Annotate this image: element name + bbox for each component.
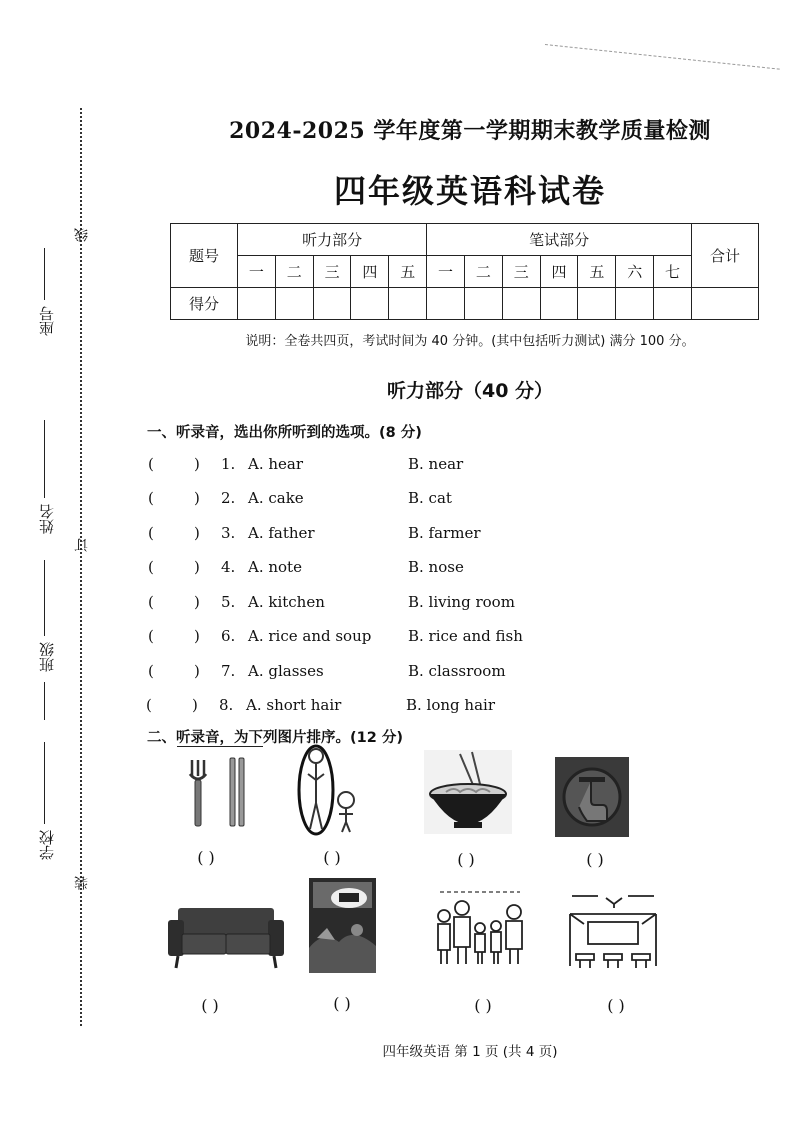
score-cell[interactable] bbox=[238, 288, 276, 320]
answer-paren-left[interactable]: ( bbox=[148, 593, 154, 611]
picture-answer-3[interactable]: ( ) bbox=[457, 850, 475, 869]
listening-col-2: 二 bbox=[275, 256, 313, 288]
score-cell[interactable] bbox=[427, 288, 465, 320]
answer-paren-right: ) bbox=[194, 627, 200, 645]
score-row-label: 得分 bbox=[171, 288, 238, 320]
writing-header: 笔试部分 bbox=[427, 224, 692, 256]
option-a: A. rice and soup bbox=[248, 627, 372, 645]
binding-mark-zhuang: 装 bbox=[74, 876, 90, 890]
question-number-header: 题号 bbox=[171, 224, 238, 288]
writing-col-2: 二 bbox=[464, 256, 502, 288]
item-number: 1. bbox=[221, 455, 236, 473]
answer-paren-left[interactable]: ( bbox=[148, 558, 154, 576]
classroom-icon bbox=[566, 888, 660, 974]
class-field[interactable] bbox=[36, 560, 66, 720]
answer-paren-left[interactable]: ( bbox=[148, 662, 154, 680]
score-cell[interactable] bbox=[313, 288, 351, 320]
answer-paren-left[interactable]: ( bbox=[148, 455, 154, 473]
picture-answer-7[interactable]: ( ) bbox=[474, 996, 492, 1015]
score-cell[interactable] bbox=[275, 288, 313, 320]
writing-col-6: 六 bbox=[616, 256, 654, 288]
exam-instructions: 说明：全卷共四页，考试时间为 40 分钟。(其中包括听力测试) 满分 100 分。 bbox=[245, 334, 695, 349]
seat-number-label: 座号 bbox=[38, 306, 56, 336]
binding-mark-xian: 线 bbox=[74, 228, 90, 242]
picture-answer-8[interactable]: ( ) bbox=[607, 996, 625, 1015]
listening-section-title: 听力部分（40 分） bbox=[386, 380, 554, 402]
exam-title: 2024-2025 学年度第一学期期末教学质量检测 bbox=[229, 118, 711, 144]
picture-answer-5[interactable]: ( ) bbox=[201, 996, 219, 1015]
q2-underline bbox=[177, 746, 263, 747]
tall-short-people-icon bbox=[296, 744, 362, 836]
answer-paren-left[interactable]: ( bbox=[146, 696, 152, 714]
list-item bbox=[148, 558, 708, 580]
option-b: B. long hair bbox=[406, 696, 495, 714]
listening-col-5: 五 bbox=[389, 256, 427, 288]
item-number: 7. bbox=[221, 662, 236, 680]
option-b: B. nose bbox=[408, 558, 464, 576]
option-b: B. farmer bbox=[408, 524, 481, 542]
listening-col-1: 一 bbox=[238, 256, 276, 288]
list-item bbox=[146, 696, 706, 718]
option-a: A. cake bbox=[248, 489, 304, 507]
answer-paren-left[interactable]: ( bbox=[148, 627, 154, 645]
item-number: 4. bbox=[221, 558, 236, 576]
poster-icon bbox=[309, 878, 376, 973]
answer-paren-left[interactable]: ( bbox=[148, 489, 154, 507]
school-field[interactable] bbox=[36, 742, 66, 882]
answer-paren-right: ) bbox=[194, 524, 200, 542]
score-cell[interactable] bbox=[389, 288, 427, 320]
family-icon bbox=[430, 886, 530, 968]
seat-number-field[interactable] bbox=[36, 248, 66, 378]
q2-heading: 二、听录音，为下列图片排序。(12 分) bbox=[147, 730, 403, 746]
light-switch-icon bbox=[555, 757, 629, 837]
option-a: A. glasses bbox=[248, 662, 324, 680]
listening-col-3: 三 bbox=[313, 256, 351, 288]
class-label: 班级 bbox=[38, 642, 56, 672]
page-footer: 四年级英语 第 1 页 (共 4 页) bbox=[382, 1044, 558, 1060]
answer-paren-left[interactable]: ( bbox=[148, 524, 154, 542]
item-number: 8. bbox=[219, 696, 234, 714]
answer-paren-right: ) bbox=[194, 489, 200, 507]
exam-subtitle: 四年级英语科试卷 bbox=[333, 172, 606, 210]
q1-heading: 一、听录音，选出你所听到的选项。(8 分) bbox=[147, 425, 422, 441]
answer-paren-right: ) bbox=[194, 455, 200, 473]
total-header: 合计 bbox=[692, 224, 759, 288]
score-cell[interactable] bbox=[616, 288, 654, 320]
list-item bbox=[148, 662, 708, 684]
option-a: A. kitchen bbox=[248, 593, 325, 611]
score-table bbox=[170, 223, 759, 320]
option-a: A. father bbox=[248, 524, 315, 542]
noodle-bowl-icon bbox=[424, 750, 512, 834]
picture-answer-2[interactable]: ( ) bbox=[323, 848, 341, 867]
score-cell[interactable] bbox=[654, 288, 692, 320]
name-field[interactable] bbox=[36, 420, 66, 550]
scan-edge-mark bbox=[545, 44, 780, 70]
list-item bbox=[148, 593, 708, 615]
answer-paren-right: ) bbox=[194, 558, 200, 576]
score-cell[interactable] bbox=[464, 288, 502, 320]
option-b: B. living room bbox=[408, 593, 515, 611]
school-label: 学校 bbox=[38, 830, 56, 860]
listening-header: 听力部分 bbox=[238, 224, 427, 256]
item-number: 2. bbox=[221, 489, 236, 507]
writing-col-3: 三 bbox=[502, 256, 540, 288]
writing-col-4: 四 bbox=[540, 256, 578, 288]
item-number: 3. bbox=[221, 524, 236, 542]
picture-answer-4[interactable]: ( ) bbox=[586, 850, 604, 869]
picture-answer-1[interactable]: ( ) bbox=[197, 848, 215, 867]
list-item bbox=[148, 627, 708, 649]
writing-col-7: 七 bbox=[654, 256, 692, 288]
option-b: B. rice and fish bbox=[408, 627, 523, 645]
writing-col-5: 五 bbox=[578, 256, 616, 288]
answer-paren-right: ) bbox=[194, 662, 200, 680]
score-cell[interactable] bbox=[578, 288, 616, 320]
fork-chopsticks-icon bbox=[178, 752, 258, 832]
score-cell[interactable] bbox=[502, 288, 540, 320]
name-label: 姓名 bbox=[38, 504, 56, 534]
score-cell[interactable] bbox=[540, 288, 578, 320]
option-a: A. short hair bbox=[246, 696, 342, 714]
option-b: B. cat bbox=[408, 489, 452, 507]
score-cell[interactable] bbox=[351, 288, 389, 320]
option-b: B. near bbox=[408, 455, 464, 473]
writing-col-1: 一 bbox=[427, 256, 465, 288]
picture-answer-6[interactable]: ( ) bbox=[333, 994, 351, 1013]
total-score-cell[interactable] bbox=[692, 288, 759, 320]
option-b: B. classroom bbox=[408, 662, 506, 680]
item-number: 6. bbox=[221, 627, 236, 645]
list-item bbox=[148, 489, 708, 511]
option-a: A. hear bbox=[248, 455, 304, 473]
list-item bbox=[148, 524, 708, 546]
sofa-icon bbox=[168, 904, 284, 970]
answer-paren-right: ) bbox=[192, 696, 198, 714]
listening-col-4: 四 bbox=[351, 256, 389, 288]
binding-mark-ding: 订 bbox=[74, 538, 90, 552]
option-a: A. note bbox=[248, 558, 302, 576]
item-number: 5. bbox=[221, 593, 236, 611]
list-item bbox=[148, 455, 708, 477]
answer-paren-right: ) bbox=[194, 593, 200, 611]
